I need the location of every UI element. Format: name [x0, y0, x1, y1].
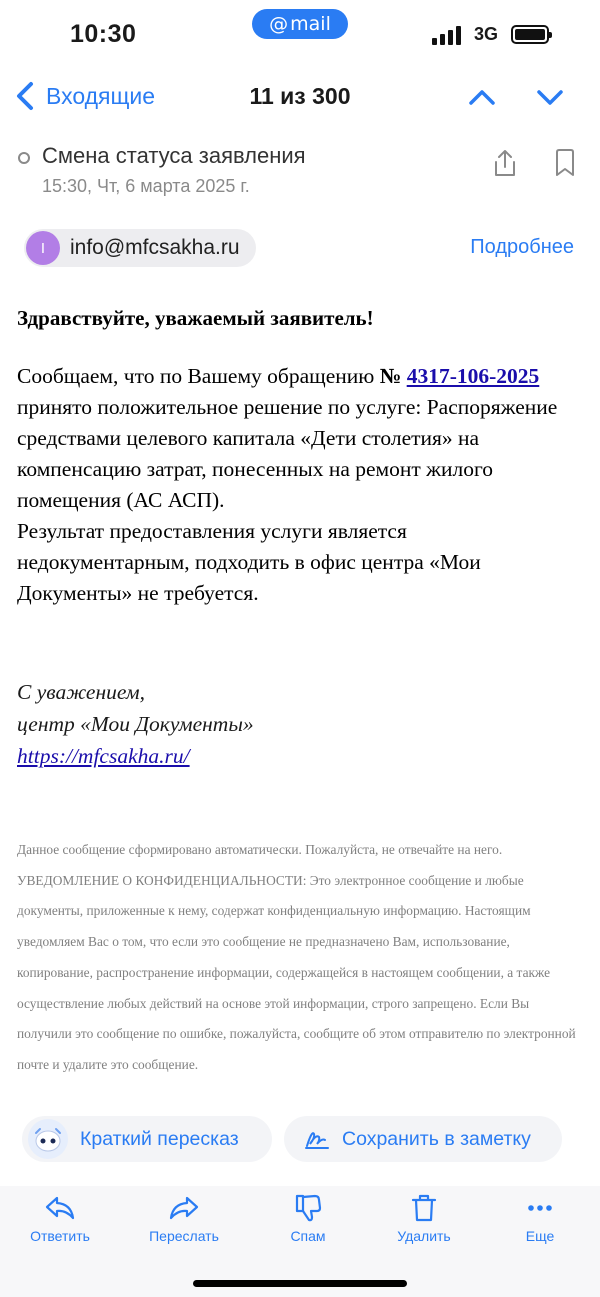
- message-body: [17, 306, 583, 609]
- bottom-area: [0, 1256, 600, 1297]
- avatar: I: [26, 231, 60, 265]
- forward-label: Переслать: [149, 1228, 219, 1244]
- disclaimer: Данное сообщение сформировано автоматически. Пожалуйста, не отвечайте на него. УВЕДОМЛЕНИЕ О КОНФИДЕНЦИАЛЬНОСТИ: Это электронное сообщение и любые документы, приложенные к нему, содержат конфиденциальную информацию. Настоящим уведомляем Вас о том, что если это сообщение не предназначено Вам, использование, копирование, распространение информации, содержащейся в настоящем сообщении, а также осуществление любых действий на основе этой информации, строго запрещено. Если Вы получили это сообщение по ошибке, пожалуйста, сообщите об этом отправителю по электронной почте и удалите это сообщение.: [17, 842, 576, 1072]
- at-icon: @: [269, 13, 289, 35]
- signature: [17, 676, 254, 772]
- reply-icon: [44, 1192, 76, 1224]
- chevron-left-icon: [16, 81, 34, 111]
- greeting: Здравствуйте, уважаемый заявитель!: [17, 306, 374, 330]
- bottom-toolbar: [0, 1186, 600, 1256]
- status-bar: [0, 0, 600, 70]
- sig-url-link[interactable]: https://mfcsakha.ru/: [17, 744, 190, 768]
- para-result: Результат предоставления услуги является недокументарным, подходить в офис центра «Мои Документы» не требуется.: [17, 519, 481, 605]
- spam-button[interactable]: [258, 1192, 358, 1244]
- read-status-icon[interactable]: [18, 152, 30, 164]
- main-paragraph: [17, 361, 583, 609]
- message-header: [16, 140, 576, 210]
- signal-icon: [432, 25, 464, 45]
- delete-label: Удалить: [397, 1228, 451, 1244]
- message-counter: 11 из 300: [249, 83, 351, 109]
- reply-label: Ответить: [30, 1228, 90, 1244]
- thumbs-down-icon: [292, 1192, 324, 1224]
- sig-center: центр «Мои Документы»: [17, 712, 254, 736]
- more-button[interactable]: [490, 1192, 590, 1244]
- forward-icon: [168, 1192, 200, 1224]
- save-note-label: Сохранить в заметку: [342, 1127, 531, 1150]
- message-subject: Смена статуса заявления: [42, 143, 306, 168]
- network-type: 3G: [474, 24, 499, 44]
- back-button[interactable]: [16, 81, 155, 111]
- para-intro: Сообщаем, что по Вашему обращению: [17, 364, 375, 388]
- mail-pill[interactable]: [252, 9, 348, 39]
- forward-button[interactable]: [134, 1192, 234, 1244]
- robot-icon: [28, 1119, 68, 1159]
- trash-icon: [408, 1192, 440, 1224]
- details-link[interactable]: Подробнее: [470, 236, 574, 258]
- note-pen-icon: [304, 1128, 330, 1150]
- ai-actions: [22, 1116, 582, 1164]
- request-number-link[interactable]: 4317-106-2025: [406, 364, 540, 388]
- para-rest: принято положительное решение по услуге: Распоряжение средствами целевого капитала «Дети столетия» на компенсацию затрат, понесенных на ремонт жилого помещения (АС АСП).: [17, 395, 558, 512]
- sender-chip[interactable]: [24, 229, 256, 267]
- message-date: 15:30, Чт, 6 марта 2025 г.: [42, 176, 250, 196]
- more-label: Еще: [525, 1228, 555, 1244]
- reply-button[interactable]: [10, 1192, 110, 1244]
- number-sign: №: [379, 364, 402, 388]
- summary-label: Краткий пересказ: [80, 1127, 239, 1150]
- share-icon[interactable]: [492, 148, 518, 178]
- home-indicator[interactable]: [193, 1280, 407, 1287]
- mail-pill-label: mail: [290, 13, 331, 35]
- status-time: 10:30: [70, 20, 137, 48]
- save-note-button[interactable]: [284, 1116, 562, 1162]
- chevron-up-icon[interactable]: [468, 83, 496, 111]
- message-nav: [0, 75, 600, 120]
- bookmark-icon[interactable]: [554, 148, 576, 178]
- more-dots-icon: [524, 1192, 556, 1224]
- spam-label: Спам: [290, 1228, 326, 1244]
- sender-email: info@mfcsakha.ru: [70, 236, 240, 259]
- battery-icon: [511, 25, 549, 44]
- back-label: Входящие: [46, 82, 156, 109]
- sig-regards: С уважением,: [17, 680, 145, 704]
- chevron-down-icon[interactable]: [536, 83, 564, 111]
- summary-button[interactable]: [22, 1116, 272, 1162]
- delete-button[interactable]: [374, 1192, 474, 1244]
